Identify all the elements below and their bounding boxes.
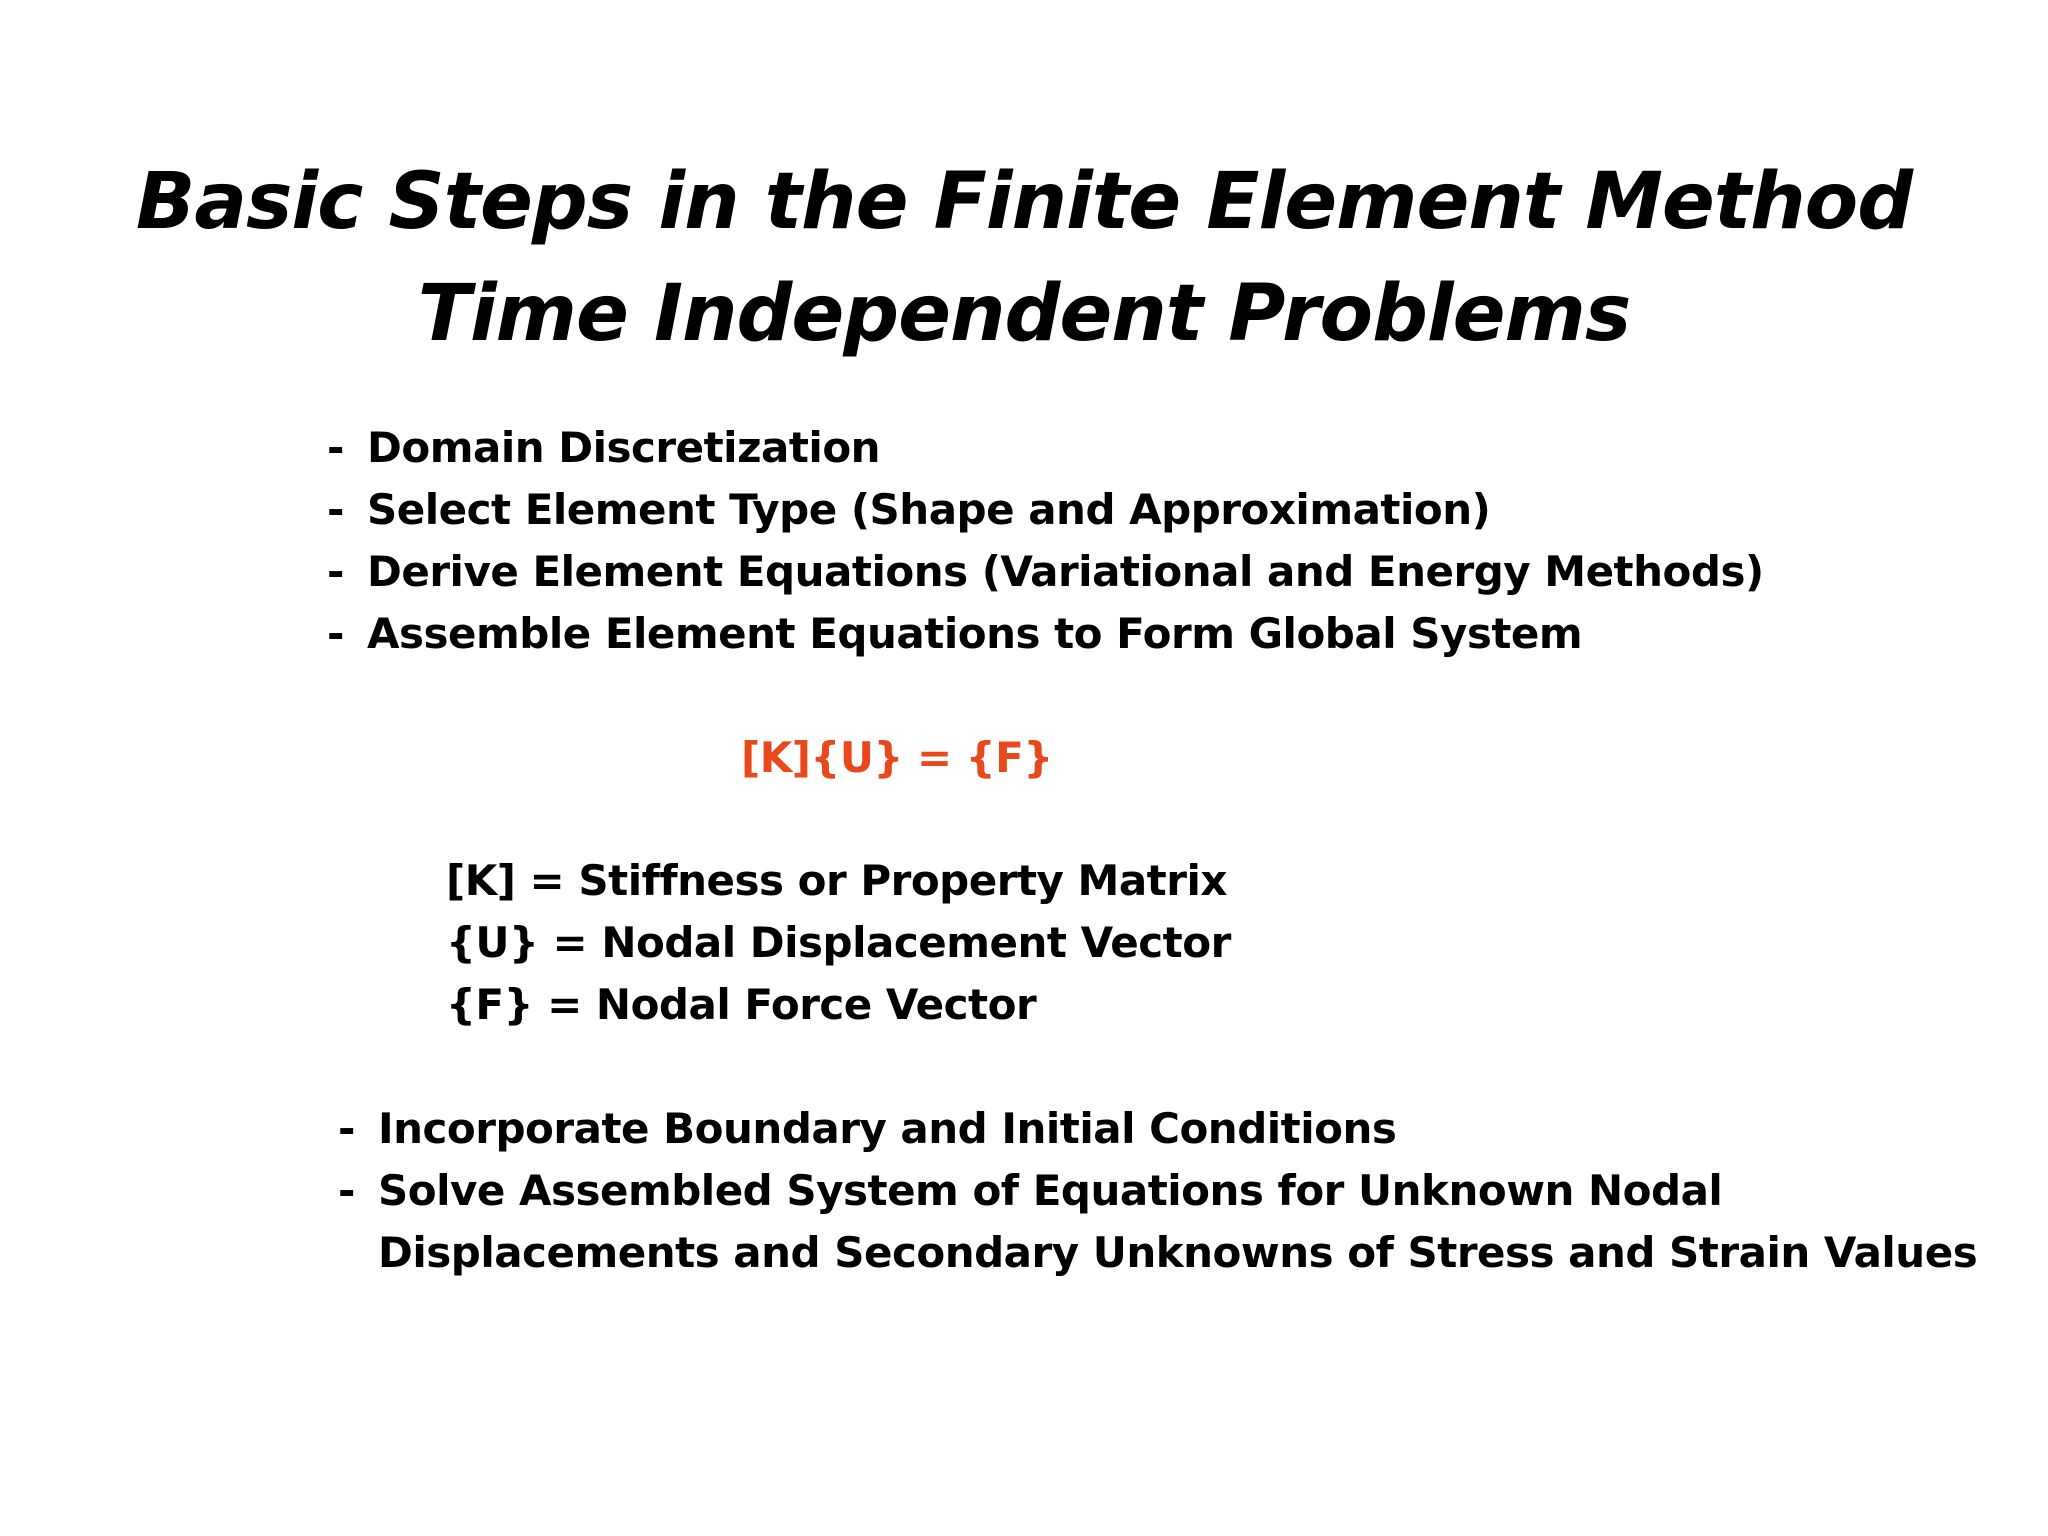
bullet-dash: -	[327, 547, 344, 596]
bullet-dash: -	[327, 485, 344, 534]
definition-force-vector: {F} = Nodal Force Vector	[446, 980, 1037, 1029]
slide-title-line-2: Time Independent Problems	[417, 269, 1631, 359]
step-domain-discretization	[327, 417, 880, 479]
bullet-dash: -	[338, 1166, 355, 1215]
global-system-equation: [K]{U} = {F}	[741, 733, 1053, 782]
definition-displacement-vector: {U} = Nodal Displacement Vector	[446, 918, 1231, 967]
step-assemble-element-equations	[327, 603, 1582, 665]
bullet-dash: -	[338, 1104, 355, 1153]
bullet-dash: -	[327, 609, 344, 658]
step-select-element-type	[327, 479, 1490, 541]
definition-stiffness-matrix: [K] = Stiffness or Property Matrix	[446, 856, 1227, 905]
bullet-dash: -	[327, 423, 344, 472]
step-text: Incorporate Boundary and Initial Conditions	[378, 1104, 1397, 1153]
step-text: Domain Discretization	[367, 423, 881, 472]
slide-title-line-1: Basic Steps in the Finite Element Method	[135, 157, 1913, 247]
step-solve-continuation: Displacements and Secondary Unknowns of Stress and Strain Values	[378, 1228, 1978, 1277]
step-text: Solve Assembled System of Equations for Unknown Nodal	[378, 1166, 1723, 1215]
step-solve-assembled-system	[338, 1160, 1722, 1222]
step-text: Assemble Element Equations to Form Global System	[367, 609, 1583, 658]
step-derive-element-equations	[327, 541, 1764, 603]
step-text: Select Element Type (Shape and Approximation)	[367, 485, 1491, 534]
step-incorporate-boundary-conditions	[338, 1098, 1396, 1160]
step-text: Derive Element Equations (Variational and Energy Methods)	[367, 547, 1764, 596]
